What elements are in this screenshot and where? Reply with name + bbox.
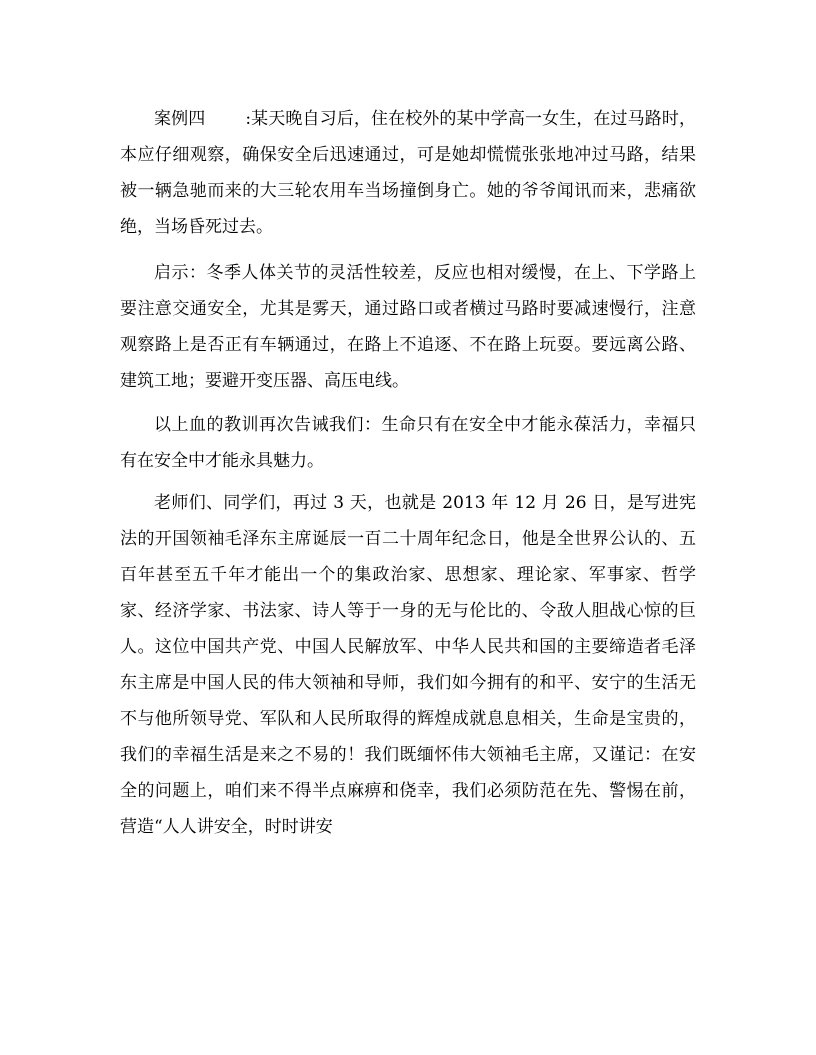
case-four-label: 案例四: [154, 109, 206, 129]
speech-paragraph: 老师们、同学们，再过 3 天，也就是 2013 年 12 月 26 日，是写进宪法的开国领袖毛泽东主席诞辰一百二十周年纪念日，他是全世界公认的、五百年甚至五千年才能出一个的集政治家、思想家、理论家、军事家、哲学家、经济学家、书法家、诗人等于一身的无与伦比的、令敌人胆战心惊的巨人。这位中国共产党、中国人民解放军、中华人民共和国的主要缔造者毛泽东主席是中国人民的伟大领袖和导师，我们如今拥有的和平、安宁的生活无不与他所领导党、军队和人民所取得的辉煌成就息息相关，生命是宝贵的，我们的幸福生活是来之不易的！我们既缅怀伟大领袖毛主席，又谨记：在安全的问题上，咱们来不得半点麻痹和侥幸，我们必须防范在先、警惕在前，营造“人人讲安全，时时讲安: [120, 493, 696, 837]
case-four-paragraph: [120, 101, 696, 245]
case-four-text: :某天晚自习后，住在校外的某中学高一女生，在过马路时，本应仔细观察，确保安全后迅速通过，可是她却慌慌张张地冲过马路，结果被一辆急驰而来的大三轮农用车当场撞倒身亡。她的爷爷闻讯而来，悲痛欲绝，当场昏死过去。: [120, 109, 696, 237]
insight-paragraph: 启示：冬季人体关节的灵活性较差，反应也相对缓慢，在上、下学路上要注意交通安全，尤其是雾天，通过路口或者横过马路时要减速慢行，注意观察路上是否正有车辆通过，在路上不追逐、不在路上玩耍。要远离公路、建筑工地；要避开变压器、高压电线。: [120, 263, 696, 391]
document-body: [120, 101, 696, 845]
lesson-paragraph: 以上血的教训再次告诫我们：生命只有在安全中才能永葆活力，幸福只有在安全中才能永具魅力。: [120, 415, 696, 471]
